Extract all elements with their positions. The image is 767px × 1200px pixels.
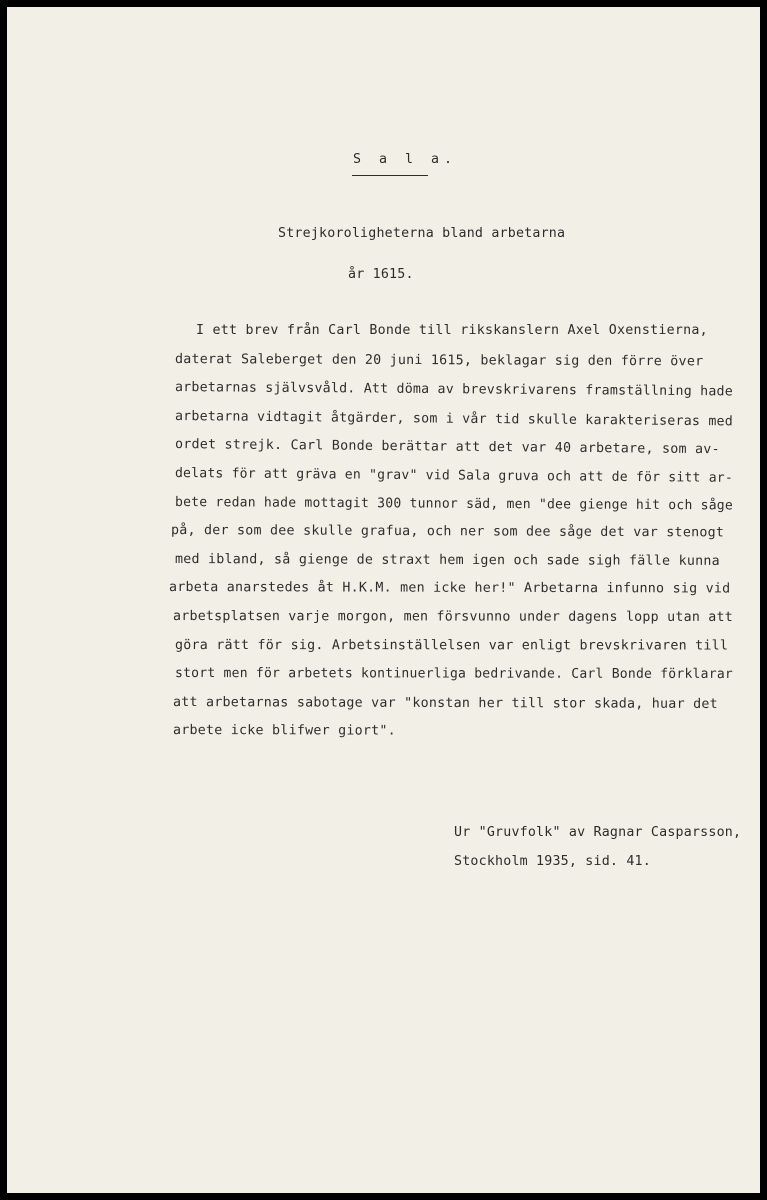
body-line: daterat Saleberget den 20 juni 1615, beklagar sig den förre över [174,351,704,369]
body-line: på, der som dee skulle grafua, och ner som dee såge det var stenogt [170,523,725,541]
body-line: delats för att gräva en "grav" vid Sala gruva och att de för sitt ar- [174,466,734,486]
body-line: arbetarnas självsvåld. Att döma av brevskrivarens framställning hade [174,380,734,400]
body-line: ordet strejk. Carl Bonde berättar att det var 40 arbetare, som av- [174,437,720,458]
page-heading: S a l a. [353,152,458,167]
typed-page [7,7,760,1193]
source-citation-line-1: Ur "Gruvfolk" av Ragnar Casparsson, [454,825,742,840]
heading-underline [352,175,428,176]
page-subtitle: Strejkoroligheterna bland arbetarna [278,226,566,241]
body-line: bete redan hade mottagit 300 tunnor säd, men "dee gienge hit och såge [174,494,734,514]
body-line: göra rätt för sig. Arbetsinställelsen var enligt brevskrivaren till [174,637,729,654]
body-line: med ibland, så gienge de straxt hem igen och sade sigh fälle kunna [174,551,720,569]
source-citation-line-2: Stockholm 1935, sid. 41. [454,854,651,869]
body-line: arbetsplatsen varje morgon, men försvunno under dagens lopp utan att [172,609,734,625]
body-line: att arbetarnas sabotage var "konstan her till stor skada, huar det [172,694,718,712]
body-line: arbete icke blifwer giort". [172,723,396,739]
body-line: I ett brev från Carl Bonde till rikskanslern Axel Oxenstierna, [163,323,708,338]
body-line: arbeta anarstedes åt H.K.M. men icke her!" Arbetarna infunno sig vid [168,580,731,597]
page-year: år 1615. [348,267,414,282]
body-line: arbetarna vidtagit åtgärder, som i vår tid skulle karakteriseras med [174,408,734,430]
body-line: stort men för arbetets kontinuerliga bedrivande. Carl Bonde förklarar [174,666,734,683]
